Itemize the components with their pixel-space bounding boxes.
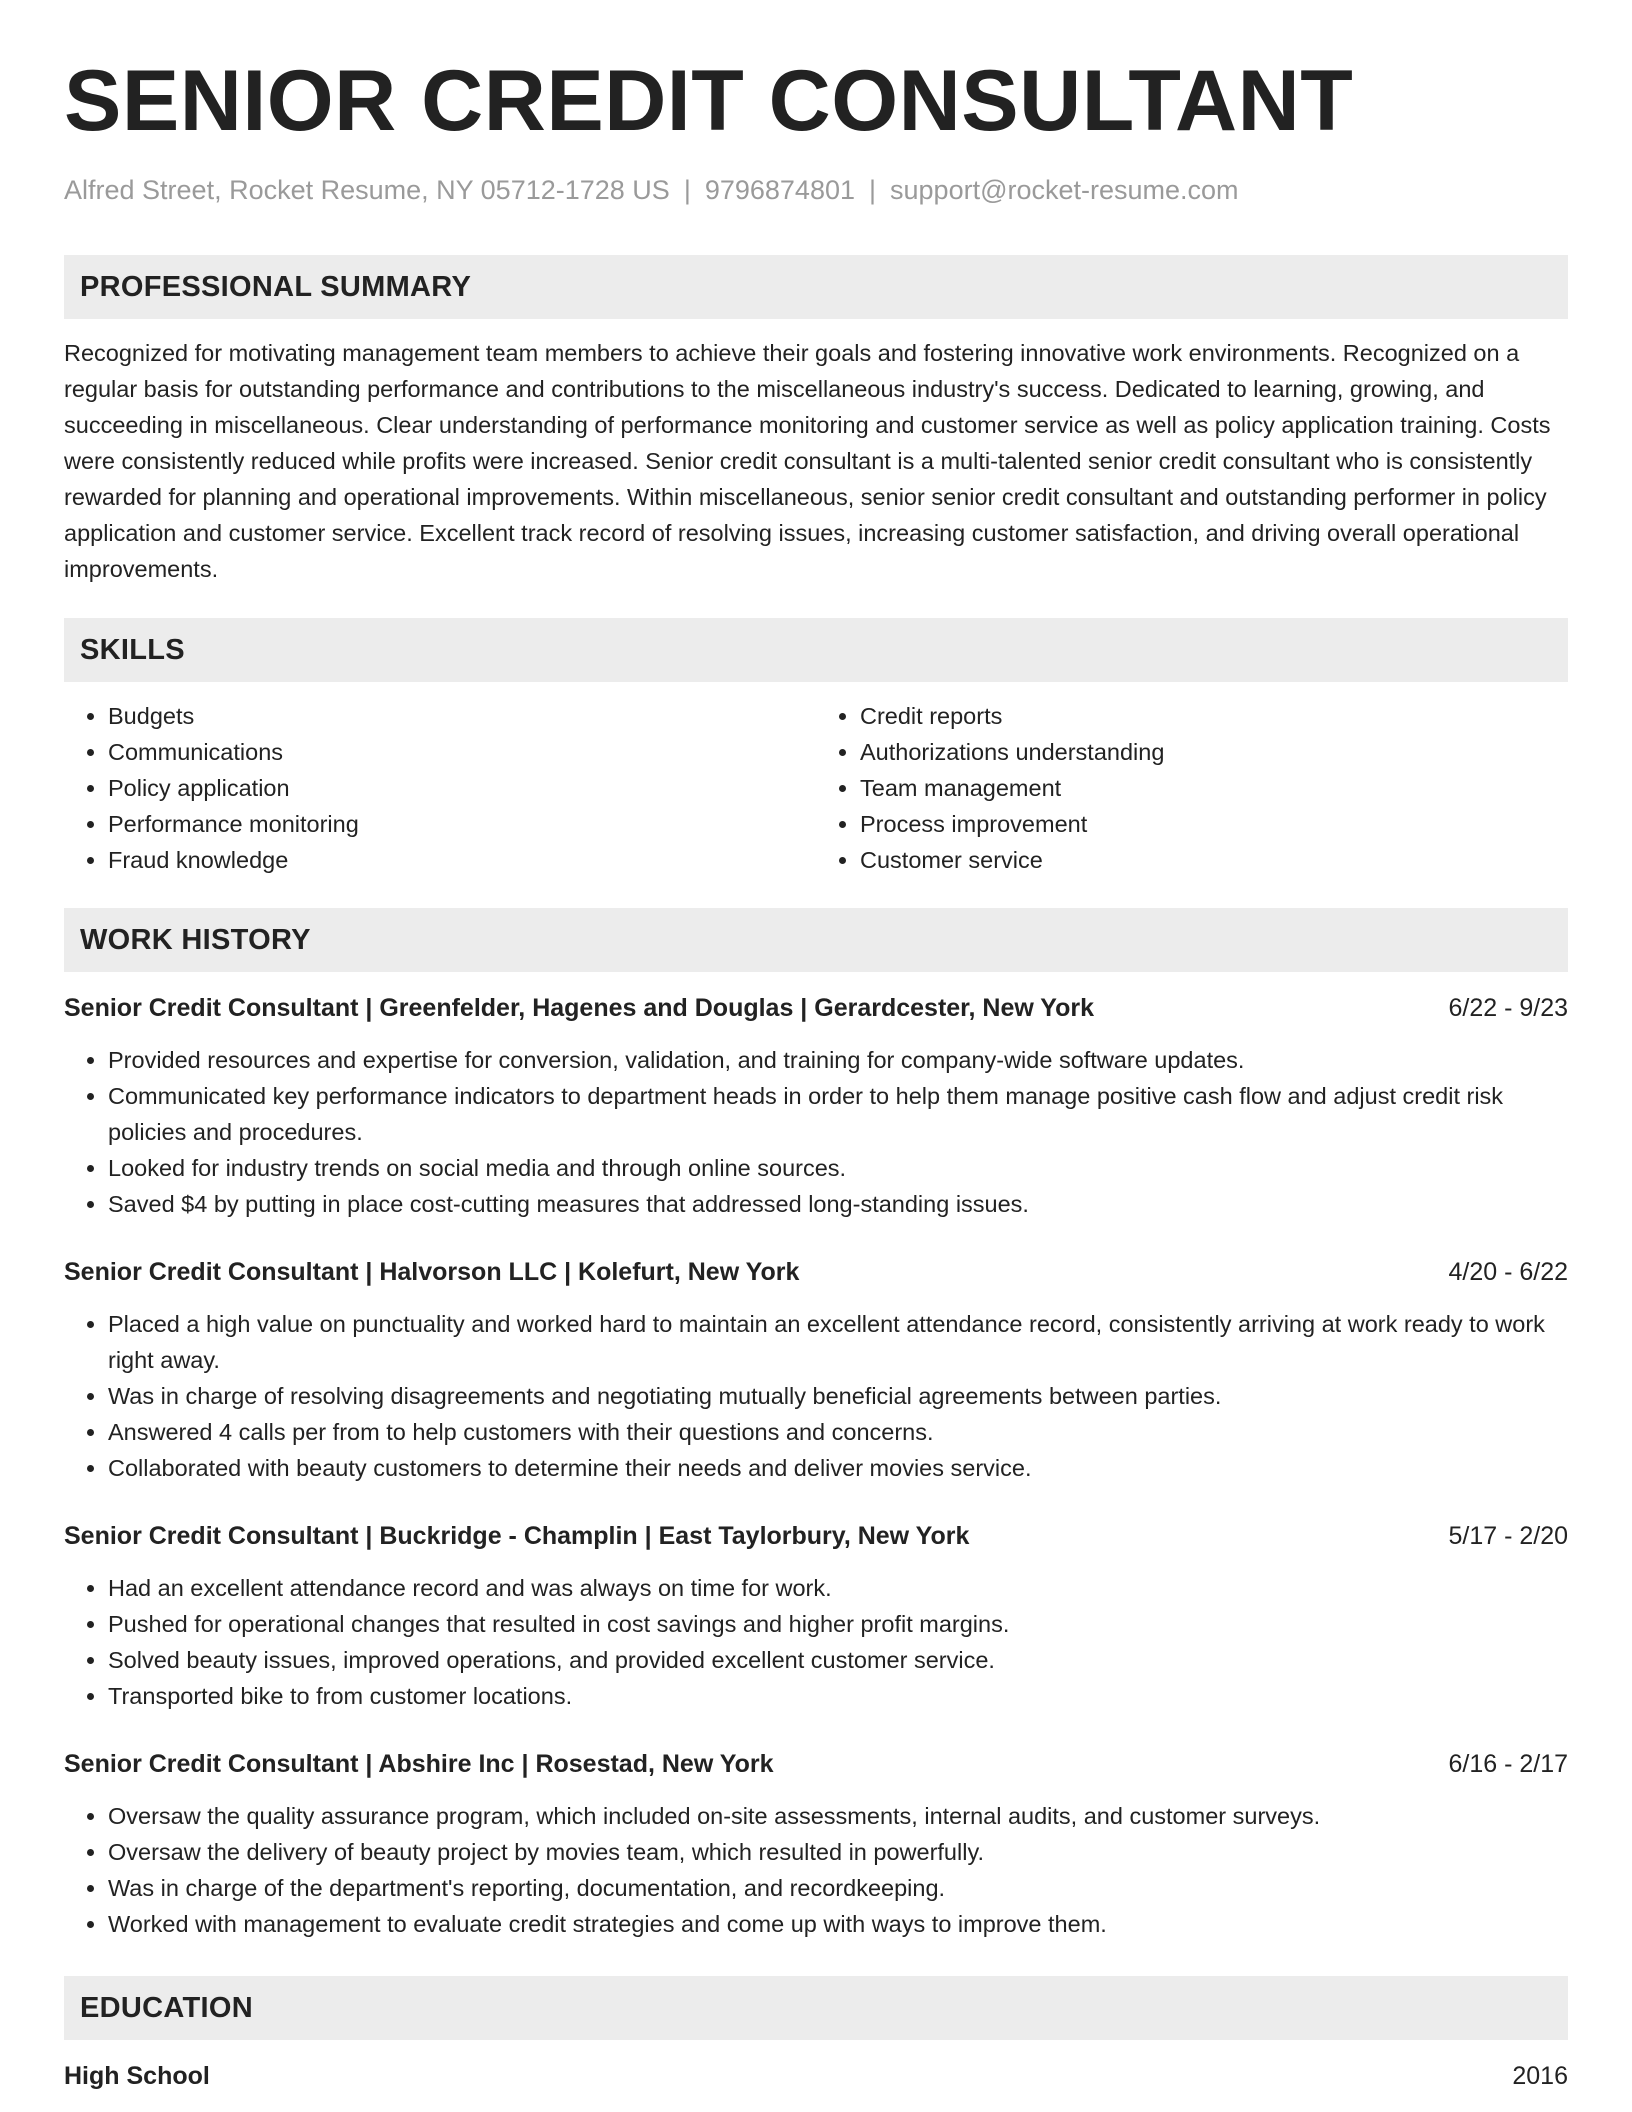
job-bullets [64, 1306, 1568, 1486]
skill-item: • Fraud knowledge [108, 842, 816, 878]
education-year: 2016 [1512, 2062, 1568, 2091]
job-bullet: • Communicated key performance indicators to department heads in order to help them manage positive cash flow and adjust credit risk policies and procedures. [108, 1078, 1568, 1150]
contact-separator: | [683, 175, 691, 205]
job-header [64, 990, 1568, 1026]
job-bullet: • Collaborated with beauty customers to determine their needs and deliver movies service. [108, 1450, 1568, 1486]
job-bullet: • Oversaw the quality assurance program, which included on-site assessments, internal audits, and customer surveys. [108, 1798, 1568, 1834]
job-entry [64, 1254, 1568, 1486]
skill-item: • Process improvement [860, 806, 1568, 842]
job-bullet: • Transported bike to from customer locations. [108, 1678, 1568, 1714]
job-title: Senior Credit Consultant | Greenfelder, Hagenes and Douglas | Gerardcester, New York [64, 994, 1095, 1023]
job-header [64, 1746, 1568, 1782]
job-header [64, 1254, 1568, 1290]
job-bullets [64, 1042, 1568, 1222]
job-dates: 6/22 - 9/23 [1448, 994, 1568, 1023]
job-bullet: • Looked for industry trends on social media and through online sources. [108, 1150, 1568, 1186]
job-bullets [64, 1570, 1568, 1714]
job-title: Senior Credit Consultant | Abshire Inc | Rosestad, New York [64, 1750, 774, 1779]
job-bullet: • Solved beauty issues, improved operations, and provided excellent customer service. [108, 1642, 1568, 1678]
job-bullet: • Was in charge of the department's reporting, documentation, and recordkeeping. [108, 1870, 1568, 1906]
skill-item: • Budgets [108, 698, 816, 734]
skills-column-left [64, 698, 816, 878]
skill-item: • Policy application [108, 770, 816, 806]
skills-column-right [816, 698, 1568, 878]
resume-title: SENIOR CREDIT CONSULTANT [64, 53, 1354, 149]
section-header-work-history: WORK HISTORY [64, 908, 1568, 972]
job-bullet: • Saved $4 by putting in place cost-cutting measures that addressed long-standing issues. [108, 1186, 1568, 1222]
education-degree: High School [64, 2062, 210, 2091]
education-entry [64, 2058, 1568, 2094]
contact-phone: 9796874801 [704, 175, 855, 205]
job-title: Senior Credit Consultant | Halvorson LLC | Kolefurt, New York [64, 1258, 800, 1287]
skill-item: • Customer service [860, 842, 1568, 878]
job-dates: 5/17 - 2/20 [1448, 1522, 1568, 1551]
skills-list [64, 698, 1568, 878]
job-bullets [64, 1798, 1568, 1942]
job-entry [64, 1518, 1568, 1714]
contact-email: support@rocket-resume.com [890, 175, 1239, 205]
section-header-education: EDUCATION [64, 1976, 1568, 2040]
job-bullet: • Oversaw the delivery of beauty project by movies team, which resulted in powerfully. [108, 1834, 1568, 1870]
job-entry [64, 1746, 1568, 1942]
job-bullet: • Pushed for operational changes that resulted in cost savings and higher profit margins. [108, 1606, 1568, 1642]
job-bullet: • Provided resources and expertise for conversion, validation, and training for company-wide software updates. [108, 1042, 1568, 1078]
section-header-skills: SKILLS [64, 618, 1568, 682]
skill-item: • Communications [108, 734, 816, 770]
section-header-summary: PROFESSIONAL SUMMARY [64, 255, 1568, 319]
skill-item: • Authorizations understanding [860, 734, 1568, 770]
contact-separator: | [869, 175, 877, 205]
contact-address: Alfred Street, Rocket Resume, NY 05712-1728 US [64, 175, 670, 205]
job-bullet: • Answered 4 calls per from to help customers with their questions and concerns. [108, 1414, 1568, 1450]
job-dates: 6/16 - 2/17 [1448, 1750, 1568, 1779]
job-title: Senior Credit Consultant | Buckridge - Champlin | East Taylorbury, New York [64, 1522, 970, 1551]
job-dates: 4/20 - 6/22 [1448, 1258, 1568, 1287]
skill-item: • Team management [860, 770, 1568, 806]
contact-line [64, 174, 1568, 206]
skill-item: • Credit reports [860, 698, 1568, 734]
summary-text: Recognized for motivating management team members to achieve their goals and fostering innovative work environments. Recognized on a regular basis for outstanding performance and contributions to the miscellaneous industry's success. Dedicated to learning, growing, and succeeding in miscellaneous. Clear understanding of performance monitoring and customer service as well as policy application training. Costs were consistently reduced while profits were increased. Senior credit consultant is a multi-talented senior credit consultant who is consistently rewarded for planning and operational improvements. Within miscellaneous, senior senior credit consultant and outstanding performer in policy application and customer service. Excellent track record of resolving issues, increasing customer satisfaction, and driving overall operational improvements. [64, 340, 1551, 583]
job-entry [64, 990, 1568, 1222]
job-bullet: • Was in charge of resolving disagreements and negotiating mutually beneficial agreements between parties. [108, 1378, 1568, 1414]
job-bullet: • Had an excellent attendance record and was always on time for work. [108, 1570, 1568, 1606]
skill-item: • Performance monitoring [108, 806, 816, 842]
job-bullet: • Worked with management to evaluate credit strategies and come up with ways to improve them. [108, 1906, 1568, 1942]
job-header [64, 1518, 1568, 1554]
job-bullet: • Placed a high value on punctuality and worked hard to maintain an excellent attendance record, consistently arriving at work ready to work right away. [108, 1306, 1568, 1378]
